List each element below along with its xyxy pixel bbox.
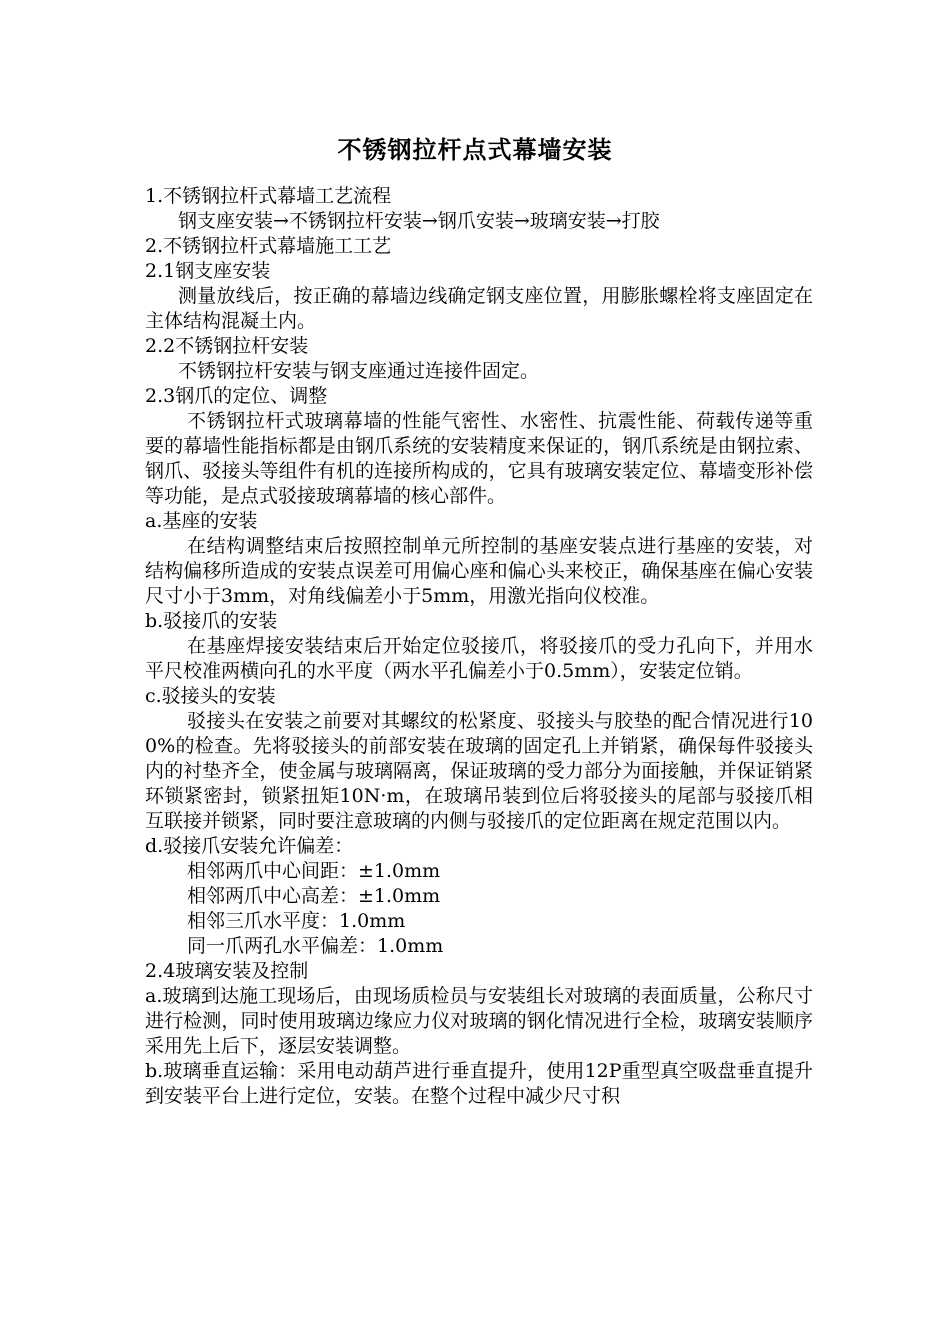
- section-heading: 1.不锈钢拉杆式幕墙工艺流程: [145, 185, 392, 207]
- subsection-heading: 2.1钢支座安装: [145, 260, 271, 282]
- tolerance-item: 同一爪两孔水平偏差：1.0mm: [187, 935, 444, 957]
- tolerance-item: 相邻两爪中心高差：±1.0mm: [187, 885, 441, 907]
- section-heading: 2.不锈钢拉杆式幕墙施工工艺: [145, 235, 392, 257]
- document-title: 不锈钢拉杆点式幕墙安装: [337, 136, 613, 164]
- body-paragraph: 驳接头在安装之前要对其螺纹的松紧度、驳接头与胶垫的配合情况进行100%的检查。先将驳接头的前部安装在玻璃的固定孔上并销紧，确保每件驳接头内的衬垫齐全，使金属与玻璃隔离，保证玻璃的受力部分为面接触，并保证销紧环锁紧密封，锁紧扭矩10N·m，在玻璃吊装到位后将驳接头的尾部与驳接爪相互联接并锁紧，同时要注意玻璃的内侧与驳接爪的定位距离在规定范围以内。: [145, 710, 813, 832]
- body-paragraph: 在基座焊接安装结束后开始定位驳接爪，将驳接爪的受力孔向下，并用水平尺校准两横向孔的水平度（两水平孔偏差小于0.5mm），安装定位销。: [145, 635, 813, 682]
- item-heading: d.驳接爪安装允许偏差：: [145, 835, 354, 857]
- body-paragraph: 不锈钢拉杆安装与钢支座通过连接件固定。: [178, 360, 540, 382]
- item-heading: c.驳接头的安装: [145, 685, 276, 707]
- body-paragraph: 测量放线后，按正确的幕墙边线确定钢支座位置，用膨胀螺栓将支座固定在主体结构混凝土内。: [145, 285, 813, 332]
- subsection-heading: 2.2不锈钢拉杆安装: [145, 335, 309, 357]
- item-heading: b.驳接爪的安装: [145, 610, 278, 632]
- process-flow-paragraph: 钢支座安装→不锈钢拉杆安装→钢爪安装→玻璃安装→打胶: [178, 210, 660, 232]
- body-paragraph: b.玻璃垂直运输：采用电动葫芦进行垂直提升，使用12P重型真空吸盘垂直提升到安装平台上进行定位，安装。在整个过程中减少尺寸积: [145, 1060, 813, 1107]
- subsection-heading: 2.4玻璃安装及控制: [145, 960, 309, 982]
- item-heading: a.基座的安装: [145, 510, 258, 532]
- body-paragraph: 不锈钢拉杆式玻璃幕墙的性能气密性、水密性、抗震性能、荷载传递等重要的幕墙性能指标都是由钢爪系统的安装精度来保证的，钢爪系统是由钢拉索、钢爪、驳接头等组件有机的连接所构成的，它具有玻璃安装定位、幕墙变形补偿等功能，是点式驳接玻璃幕墙的核心部件。: [145, 410, 813, 507]
- document-body: [145, 184, 813, 1109]
- tolerance-item: 相邻两爪中心间距：±1.0mm: [187, 860, 441, 882]
- body-paragraph: a.玻璃到达施工现场后，由现场质检员与安装组长对玻璃的表面质量，公称尺寸进行检测，同时使用玻璃边缘应力仪对玻璃的钢化情况进行全检，玻璃安装顺序采用先上后下，逐层安装调整。: [145, 985, 813, 1057]
- body-paragraph: 在结构调整结束后按照控制单元所控制的基座安装点进行基座的安装，对结构偏移所造成的安装点误差可用偏心座和偏心头来校正，确保基座在偏心安装尺寸小于3mm，对角线偏差小于5mm，用激光指向仪校准。: [145, 535, 813, 607]
- subsection-heading: 2.3钢爪的定位、调整: [145, 385, 328, 407]
- tolerance-item: 相邻三爪水平度：1.0mm: [187, 910, 406, 932]
